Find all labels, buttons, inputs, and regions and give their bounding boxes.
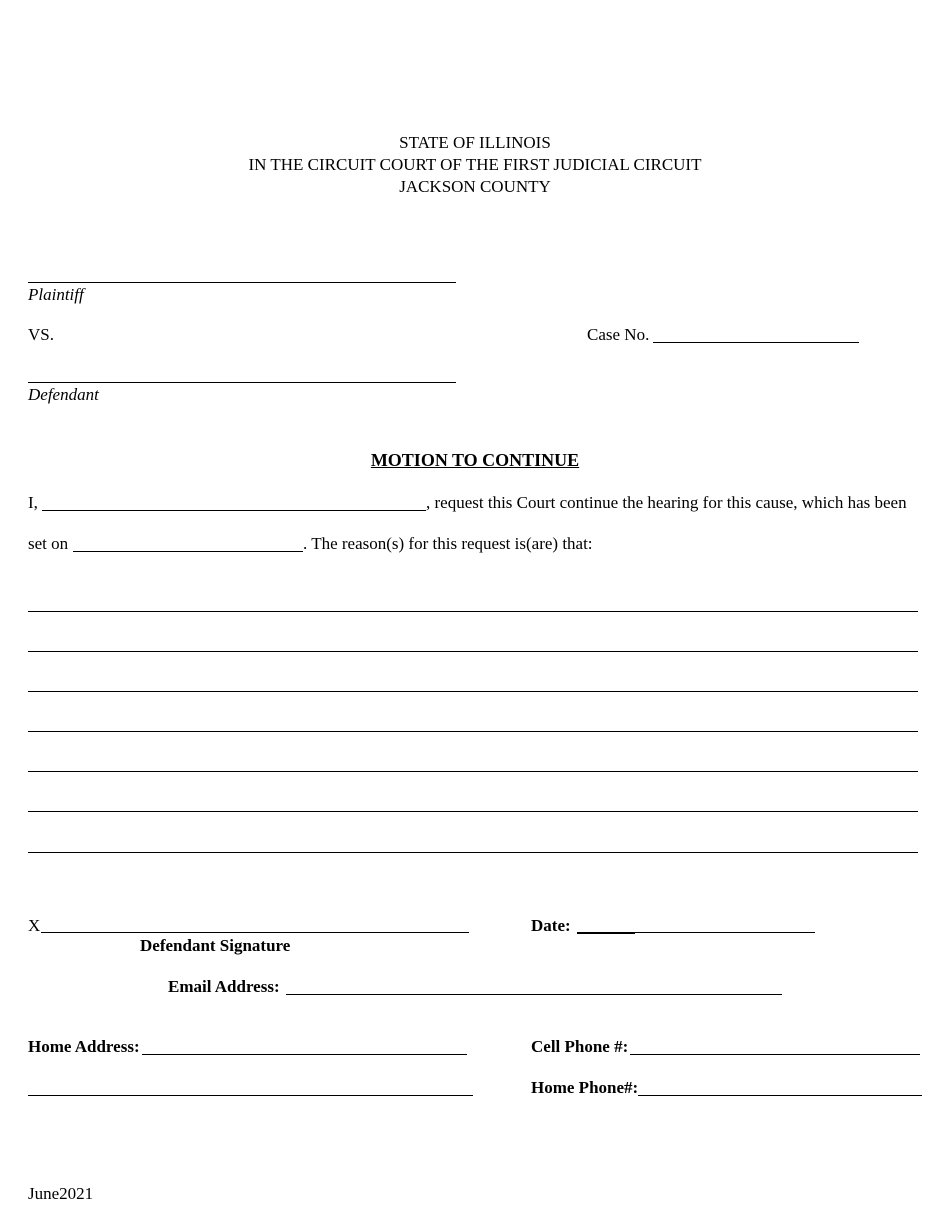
- date-label: Date:: [531, 916, 571, 935]
- home-address-line-2-field[interactable]: [28, 1095, 473, 1096]
- reason-line-5[interactable]: [28, 771, 918, 772]
- plaintiff-field[interactable]: [28, 282, 456, 283]
- hearing-date-field[interactable]: [73, 551, 303, 552]
- signature-x-mark: X: [28, 916, 41, 935]
- reason-line-6[interactable]: [28, 811, 918, 812]
- form-revision-date: June2021: [28, 1184, 94, 1203]
- home-address-label: Home Address:: [28, 1037, 140, 1056]
- versus-label: VS.: [28, 325, 54, 344]
- case-no-label: Case No.: [587, 325, 650, 344]
- reason-line-4[interactable]: [28, 731, 918, 732]
- date-field-short[interactable]: [577, 932, 635, 934]
- date-field[interactable]: [635, 932, 815, 933]
- reason-line-7[interactable]: [28, 852, 918, 853]
- case-no-field[interactable]: [653, 342, 859, 343]
- court-name: IN THE CIRCUIT COURT OF THE FIRST JUDICIAL CIRCUIT: [248, 155, 702, 174]
- court-county: JACKSON COUNTY: [399, 177, 551, 196]
- body-text-i: I,: [28, 493, 38, 512]
- plaintiff-label: Plaintiff: [28, 285, 84, 304]
- cell-phone-label: Cell Phone #:: [531, 1037, 629, 1056]
- requester-name-field[interactable]: [42, 510, 426, 511]
- email-field[interactable]: [286, 994, 782, 995]
- defendant-signature-field[interactable]: [41, 932, 469, 933]
- defendant-field[interactable]: [28, 382, 456, 383]
- cell-phone-field[interactable]: [630, 1054, 920, 1055]
- defendant-signature-label: Defendant Signature: [140, 936, 291, 955]
- defendant-label: Defendant: [28, 385, 99, 404]
- body-text-set-on: set on: [28, 534, 69, 553]
- body-text-reason: . The reason(s) for this request is(are) that:: [303, 534, 593, 553]
- home-phone-label: Home Phone#:: [531, 1078, 639, 1097]
- reason-line-3[interactable]: [28, 691, 918, 692]
- home-address-field[interactable]: [142, 1054, 467, 1055]
- email-label: Email Address:: [168, 977, 280, 996]
- reason-line-1[interactable]: [28, 611, 918, 612]
- court-state: STATE OF ILLINOIS: [399, 133, 551, 152]
- body-text-request: , request this Court continue the hearing for this cause, which has been: [426, 493, 907, 512]
- reason-line-2[interactable]: [28, 651, 918, 652]
- motion-title: MOTION TO CONTINUE: [370, 450, 580, 470]
- home-phone-field[interactable]: [638, 1095, 922, 1096]
